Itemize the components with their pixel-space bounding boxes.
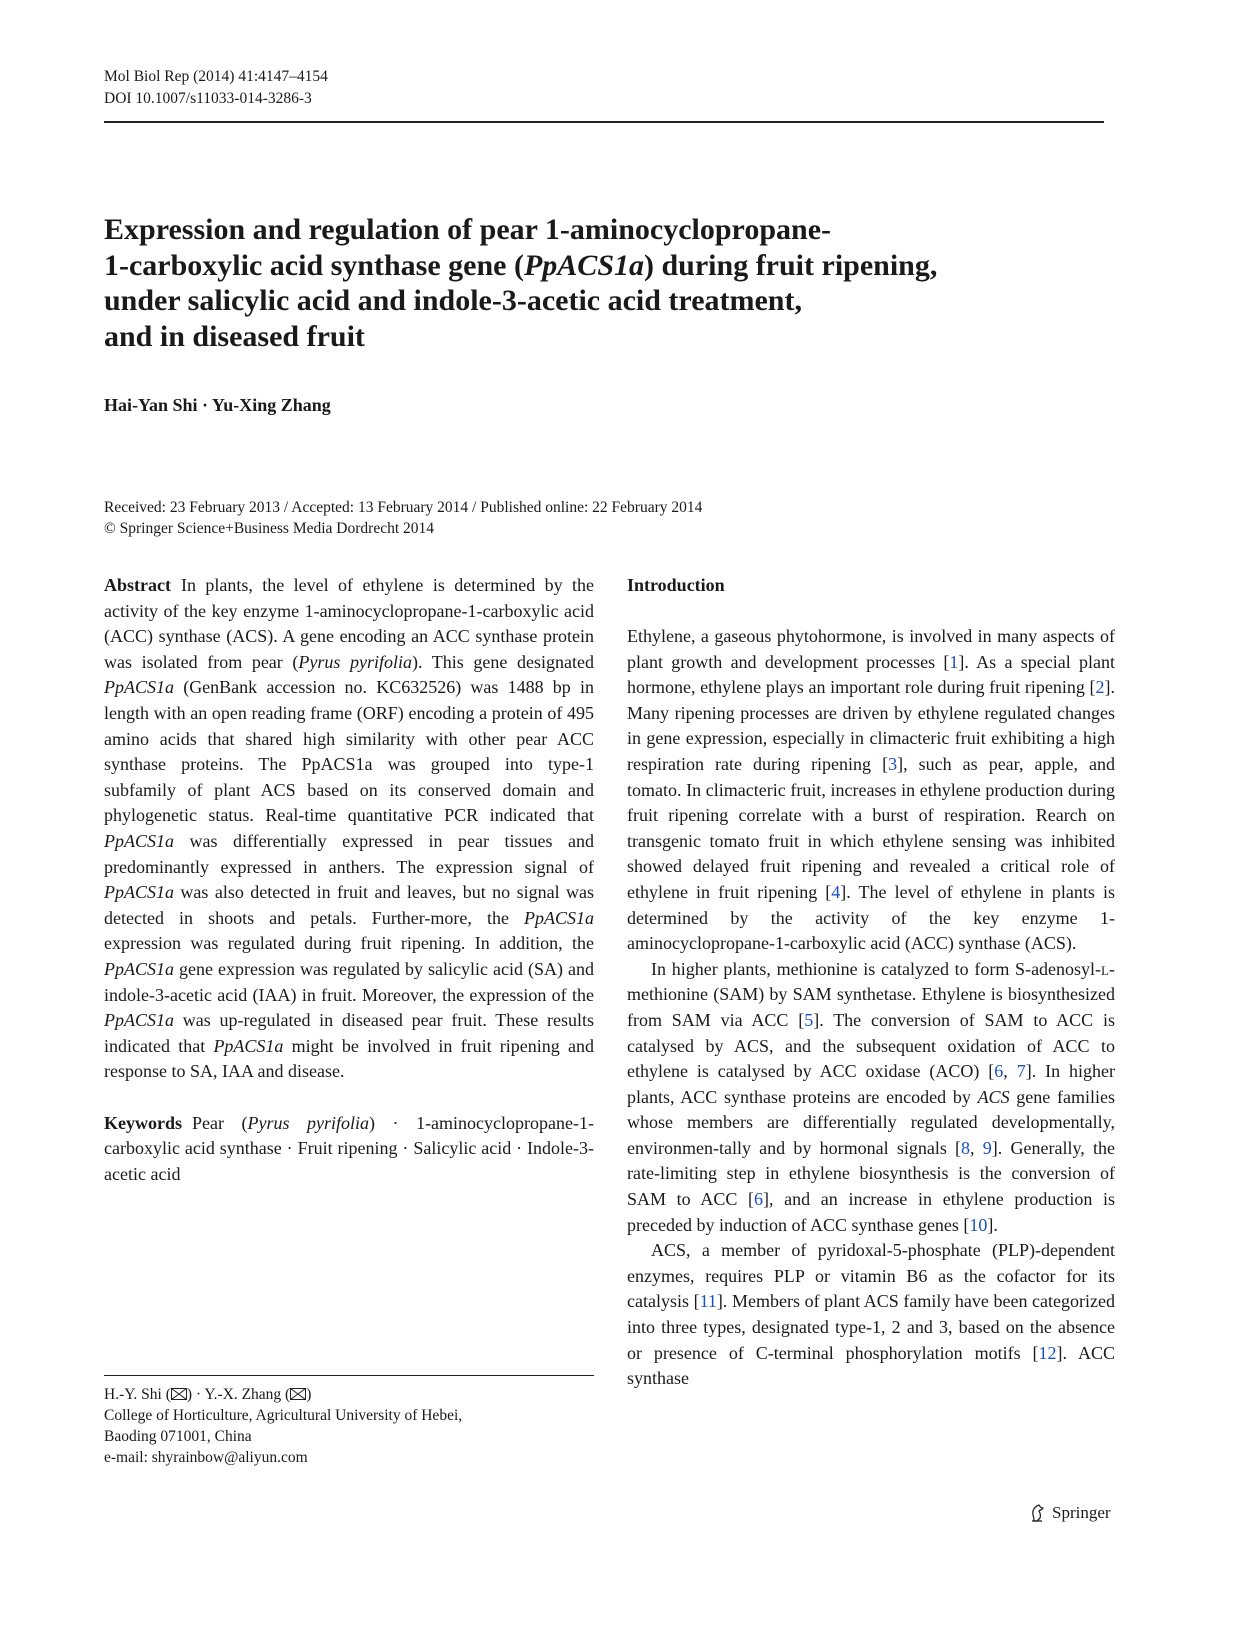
abstract-label: Abstract	[104, 575, 171, 595]
publisher-name: Springer	[1052, 1503, 1111, 1522]
doi[interactable]: DOI 10.1007/s11033-014-3286-3	[104, 90, 312, 107]
citation-link[interactable]: 1	[949, 651, 959, 672]
header-rule	[104, 121, 1104, 123]
publisher-logo	[1028, 1503, 1111, 1523]
citation-link[interactable]: 10	[969, 1214, 988, 1235]
citation-link[interactable]: 5	[804, 1009, 814, 1030]
citation-link[interactable]: 12	[1038, 1342, 1057, 1363]
history-dates: Received: 23 February 2013 / Accepted: 13 February 2014 / Published online: 22 February 2014	[104, 499, 703, 516]
keywords-label: Keywords	[104, 1112, 182, 1133]
intro-paragraph-2: In higher plants, methionine is catalyzed to form S-adenosyl-l-methionine (SAM) by SAM synthetase. Ethylene is biosynthesized from SAM via ACC [5]. The conversion of SAM to ACC is catalysed by ACS, and the subsequent oxidation of ACC to ethylene is catalysed by ACC oxidase (ACO) [6, 7]. In higher plants, ACC synthase proteins are encoded by ACS gene families whose members are differentially regulated developmentally, environmen-tally and by hormonal signals [8, 9]. Generally, the rate-limiting step in ethylene biosynthesis is the conversion of SAM to ACC [6], and an increase in ethylene production is preceded by induction of ACC synthase genes [10].	[627, 958, 1116, 1235]
citation-link[interactable]: 2	[1095, 677, 1105, 698]
affiliation-line2: Baoding 071001, China	[104, 1428, 252, 1445]
intro-paragraph-3: ACS, a member of pyridoxal-5-phosphate (PLP)-dependent enzymes, requires PLP or vitamin B6 as the cofactor for its catalysis [11]. Members of plant ACS family have been categorized into three types, designated type-1, 2 and 3, based on the absence or presence of C-terminal phosphorylation motifs [12]. ACC synthase	[627, 1240, 1116, 1389]
introduction-heading: Introduction	[627, 575, 725, 595]
keywords: Keywords Pear (Pyrus pyrifolia) · 1-aminocyclopropane-1-carboxylic acid synthase · Fruit ripening · Salicylic acid · Indole-3-acetic acid	[104, 1112, 594, 1185]
footnote-rule	[104, 1375, 594, 1376]
authors: Hai-Yan Shi · Yu-Xing Zhang	[104, 395, 331, 415]
citation-link[interactable]: 6	[994, 1061, 1004, 1082]
springer-horse-icon	[1028, 1503, 1048, 1523]
citation-link[interactable]: 6	[754, 1189, 763, 1210]
intro-paragraph-1: Ethylene, a gaseous phytohormone, is involved in many aspects of plant growth and development processes [1]. As a special plant hormone, ethylene plays an important role during fruit ripening [2]. Many ripening processes are driven by ethylene regulated changes in gene expression, especially in climacteric fruit exhibiting a high respiration rate during ripening [3], such as pear, apple, and tomato. In climacteric fruit, increases in ethylene production during fruit ripening correlate with a burst of respiration. Rearch on transgenic tomato fruit in which ethylene sensing was inhibited showed delayed fruit ripening and revealed a critical role of ethylene in fruit ripening [4]. The level of ethylene in plants is determined by the activity of the key enzyme 1-aminocyclopropane-1-carboxylic acid (ACC) synthase (ACS).	[627, 626, 1115, 954]
right-column	[627, 573, 1115, 1392]
article-title: Expression and regulation of pear 1-aminocyclopropane- 1-carboxylic acid synthase gene (PpACS1a) during fruit ripening, under salicylic acid and indole-3-acetic acid treatment, and in diseased fruit	[104, 213, 938, 353]
citation-link[interactable]: 8	[961, 1137, 971, 1158]
left-column	[104, 573, 594, 1188]
article-dates	[104, 497, 702, 539]
correspondence: H.-Y. Shi ( ) · Y.-X. Zhang ( ) College of Horticulture, Agricultural University of Hebei, Baoding 071001, China e-mail: shyrainbow@aliyun.com	[104, 1386, 463, 1466]
copyright: © Springer Science+Business Media Dordrecht 2014	[104, 520, 435, 537]
journal-header	[104, 66, 328, 110]
citation-link[interactable]: 7	[1016, 1061, 1026, 1082]
email[interactable]: e-mail: shyrainbow@aliyun.com	[104, 1449, 308, 1466]
envelope-icon	[290, 1388, 306, 1400]
citation-link[interactable]: 11	[699, 1291, 717, 1312]
abstract: Abstract In plants, the level of ethylene is determined by the activity of the key enzyme 1-aminocyclopropane-1-carboxylic acid (ACC) synthase (ACS). A gene encoding an ACC synthase protein was isolated from pear (Pyrus pyrifolia). This gene designated PpACS1a (GenBank accession no. KC632526) was 1488 bp in length with an open reading frame (ORF) encoding a protein of 495 amino acids that shared high similarity with other pear ACC synthase proteins. The PpACS1a was grouped into type-1 subfamily of plant ACS based on its conserved domain and phylogenetic status. Real-time quantitative PCR indicated that PpACS1a was differentially expressed in pear tissues and predominantly expressed in anthers. The expression signal of PpACS1a was also detected in fruit and leaves, but no signal was detected in shoots and petals. Further-more, the PpACS1a expression was regulated during fruit ripening. In addition, the PpACS1a gene expression was regulated by salicylic acid (SA) and indole-3-acetic acid (IAA) in fruit. Moreover, the expression of the PpACS1a was up-regulated in diseased pear fruit. These results indicated that PpACS1a might be involved in fruit ripening and response to SA, IAA and disease.	[104, 575, 595, 1082]
citation-link[interactable]: 9	[982, 1137, 992, 1158]
affiliation-line1: College of Horticulture, Agricultural University of Hebei,	[104, 1407, 463, 1424]
envelope-icon	[171, 1388, 187, 1400]
citation-link[interactable]: 3	[888, 753, 898, 774]
citation-link[interactable]: 4	[831, 881, 841, 902]
journal-citation: Mol Biol Rep (2014) 41:4147–4154	[104, 68, 328, 85]
